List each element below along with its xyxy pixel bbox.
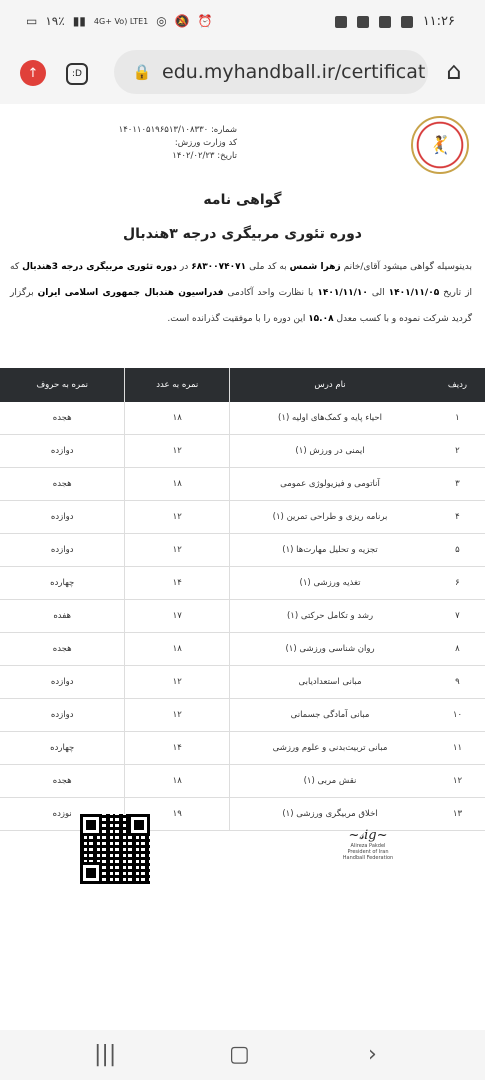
federation-name: فدراسیون هندبال جمهوری اسلامی ایران (37, 288, 224, 298)
android-nav-bar (0, 1030, 485, 1080)
network-label: 4G+ Vo) LTE1 (93, 16, 149, 26)
score-number-cell: ۱۸ (125, 633, 230, 666)
text-part: الی (367, 288, 389, 298)
score-number-cell: ۱۲ (125, 534, 230, 567)
table-row (0, 402, 485, 435)
score-words-cell: هجده (0, 468, 125, 501)
battery-icon: ▭ (26, 14, 38, 28)
qr-code (80, 814, 150, 884)
signature (336, 828, 400, 868)
score-words-cell: هجده (0, 402, 125, 435)
table-row (0, 501, 485, 534)
table-row (0, 633, 485, 666)
score-number-cell: ۱۸ (125, 402, 230, 435)
qr-finder (128, 814, 150, 836)
mute-icon: 🔕 (174, 14, 190, 28)
start-date: ۱۴۰۱/۱۱/۰۵ (388, 288, 440, 298)
signal-icon: ▮▮ (72, 14, 86, 28)
certificate-text (10, 254, 472, 332)
update-icon[interactable]: ↑ (20, 60, 46, 86)
course-name-cell: مبانی تربیت‌بدنی و علوم ورزشی (230, 732, 430, 765)
row-number: ۱ (430, 402, 485, 435)
url-text[interactable]: edu.myhandball.ir/certificat (162, 61, 426, 83)
row-number: ۲ (430, 435, 485, 468)
header-course-name: نام درس (230, 368, 430, 402)
number-label: شماره: (210, 125, 237, 135)
table-row (0, 765, 485, 798)
score-words-cell: هجده (0, 633, 125, 666)
text-part: این دوره را با موفقیت گذرانده است. (167, 314, 309, 324)
row-number: ۸ (430, 633, 485, 666)
text-part: با نظارت واحد آکادمی (223, 288, 318, 298)
table-row (0, 666, 485, 699)
certificate-title: گواهی نامه (203, 192, 282, 208)
score-number-cell: ۱۲ (125, 501, 230, 534)
table-row (0, 798, 485, 831)
alarm-icon: ⏰ (197, 14, 213, 28)
browser-toolbar (0, 44, 485, 104)
tab-switcher-icon[interactable]: :D (66, 63, 88, 85)
certificate-page (0, 104, 485, 1030)
course-name-cell: مبانی آمادگی جسمانی (230, 699, 430, 732)
score-words-cell: دوازده (0, 666, 125, 699)
grades-table (0, 368, 485, 831)
course-name-cell: مبانی استعدادیابی (230, 666, 430, 699)
score-words-cell: چهارده (0, 567, 125, 600)
status-bar (0, 0, 485, 44)
text-part: در (176, 262, 192, 272)
hotspot-icon: ◎ (156, 14, 167, 28)
row-number: ۹ (430, 666, 485, 699)
course-name-cell: برنامه ریزی و طراحی تمرین (۱) (230, 501, 430, 534)
score-words-cell: هجده (0, 765, 125, 798)
course-name-cell: تغذیه ورزشی (۱) (230, 567, 430, 600)
signer-name: Alireza Pakdel (350, 843, 386, 849)
row-number: ۱۰ (430, 699, 485, 732)
signature-scribble: ~𝓈ig~ (348, 828, 388, 843)
certificate-meta (119, 124, 237, 163)
header-row-number: ردیف (430, 368, 485, 402)
table-row (0, 534, 485, 567)
score-number-cell: ۱۷ (125, 600, 230, 633)
table-body (0, 402, 485, 831)
certificate-number: ۱۴۰۱۱۰۵۱۹۶۵۱۳/۱۰۸۳۳۰ (118, 125, 209, 135)
score-words-cell: چهارده (0, 732, 125, 765)
row-number: ۵ (430, 534, 485, 567)
row-number: ۱۳ (430, 798, 485, 831)
header-score-number: نمره به عدد (125, 368, 230, 402)
table-row (0, 600, 485, 633)
recent-apps-icon[interactable]: ||| (94, 1042, 117, 1067)
check-icon (357, 16, 369, 28)
score-number-cell: ۱۴ (125, 567, 230, 600)
row-number: ۶ (430, 567, 485, 600)
text-part: که از تاریخ (10, 262, 473, 298)
score-number-cell: ۱۲ (125, 435, 230, 468)
status-left (26, 14, 213, 28)
national-id: ۶۸۳۰۰۷۴۰۷۱ (191, 262, 247, 272)
menu-icon (401, 16, 413, 28)
score-number-cell: ۱۹ (125, 798, 230, 831)
table-row (0, 732, 485, 765)
score-number-cell: ۱۸ (125, 765, 230, 798)
holder-name: زهرا شمس (289, 262, 341, 272)
course-name-cell: اخلاق مربیگری ورزشی (۱) (230, 798, 430, 831)
clock: ۱۱:۲۶ (422, 14, 455, 29)
score-words-cell: دوازده (0, 501, 125, 534)
certificate-date: ۱۴۰۲/۰۲/۲۳ (172, 151, 215, 161)
text-part: به کد ملی (246, 262, 290, 272)
address-bar[interactable] (114, 50, 428, 94)
score-words-cell: دوازده (0, 534, 125, 567)
app-icon (335, 16, 347, 28)
battery-percent: ۱۹٪ (45, 14, 65, 28)
course-name-cell: روان شناسی ورزشی (۱) (230, 633, 430, 666)
course-name-cell: آناتومی و فیزیولوژی عمومی (230, 468, 430, 501)
course-name-cell: رشد و تکامل حرکتی (۱) (230, 600, 430, 633)
course-name-cell: احیاء پایه و کمک‌های اولیه (۱) (230, 402, 430, 435)
status-right (335, 14, 455, 29)
gallery-icon (379, 16, 391, 28)
course-name-cell: نقش مربی (۱) (230, 765, 430, 798)
score-words-cell: دوازده (0, 435, 125, 468)
text-part: بدینوسیله گواهی میشود آقای/خانم (340, 262, 472, 272)
table-row (0, 468, 485, 501)
course-name-cell: تجزیه و تحلیل مهارت‌ها (۱) (230, 534, 430, 567)
back-icon[interactable]: › (368, 1042, 377, 1067)
end-date: ۱۴۰۱/۱۱/۱۰ (317, 288, 368, 298)
qr-finder (80, 814, 102, 836)
table-row (0, 699, 485, 732)
score-words-cell: هفده (0, 600, 125, 633)
date-label: تاریخ: (217, 151, 237, 161)
course-title: دوره تئوری مربیگری درجه ۳هندبال (123, 226, 362, 242)
row-number: ۴ (430, 501, 485, 534)
table-row (0, 435, 485, 468)
score-words-cell: نوزده (0, 798, 125, 831)
qr-finder (80, 862, 102, 884)
federation-logo: 🤾 (411, 116, 469, 174)
course-name: دوره تئوری مربیگری درجه 3هندبال (22, 262, 177, 272)
table-header-row (0, 368, 485, 402)
score-number-cell: ۱۸ (125, 468, 230, 501)
row-number: ۱۱ (430, 732, 485, 765)
score-number-cell: ۱۲ (125, 699, 230, 732)
average-score: ۱۵.۰۸ (308, 314, 334, 324)
course-name-cell: ایمنی در ورزش (۱) (230, 435, 430, 468)
home-nav-icon[interactable]: ▢ (229, 1042, 250, 1067)
row-number: ۷ (430, 600, 485, 633)
signer-title: President of Iran Handball Federation (342, 849, 394, 861)
table-row (0, 567, 485, 600)
score-words-cell: دوازده (0, 699, 125, 732)
score-number-cell: ۱۲ (125, 666, 230, 699)
text-part: برگزار گردید شرکت نموده و با کسب معدل (10, 288, 472, 324)
row-number: ۱۲ (430, 765, 485, 798)
score-number-cell: ۱۴ (125, 732, 230, 765)
header-score-words: نمره به حروف (0, 368, 125, 402)
home-icon[interactable]: ⌂ (446, 57, 462, 85)
lock-icon: 🔒 (132, 63, 152, 81)
row-number: ۳ (430, 468, 485, 501)
ministry-code-label: کد وزارت ورزش: (174, 138, 237, 148)
